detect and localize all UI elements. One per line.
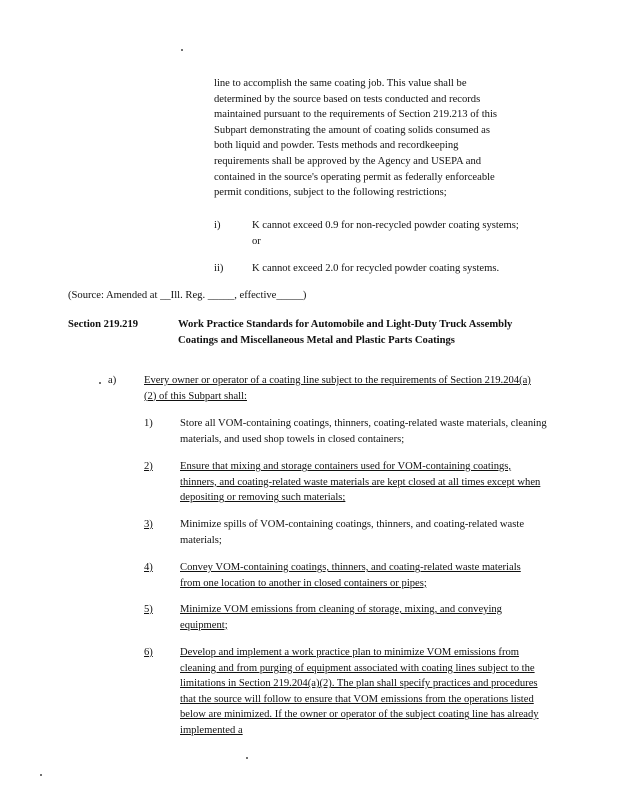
item-1-label: 1) [144, 418, 153, 429]
subsection-a-label: a) [108, 375, 117, 386]
source-line: (Source: Amended at __Ill. Reg. _____, effective_____) [68, 290, 307, 301]
section-number: Section 219.219 [68, 319, 139, 330]
item-6-label: 6) [144, 647, 153, 658]
scan-speck [99, 382, 101, 384]
item-3-label: 3) [144, 519, 153, 530]
restriction-i-label: i) [214, 220, 221, 231]
item-4-label: 4) [144, 562, 153, 573]
subsection-a-text: Every owner or operator of a coating line subject to the requirements of Section 219.204(a)(2) of this Subpart shall: [144, 375, 531, 402]
item-2-label: 2) [144, 461, 153, 472]
item-5-label: 5) [144, 604, 153, 615]
continuation-paragraph: line to accomplish the same coating job. This value shall be determined by the source based on tests conducted and records maintained pursuant to the requirements of Section 219.213 of this Subpart demonstrating the amount of coating solids consumed as both liquid and powder. Tests methods and recordkeeping requirements shall be approved by the Agency and USEPA and contained in the source's operating permit as federally enforceable permit conditions, subject to the following restrictions; [214, 78, 498, 199]
item-5-text: Minimize VOM emissions from cleaning of storage, mixing, and conveying equipment; [180, 604, 502, 631]
item-2-text: Ensure that mixing and storage containers used for VOM-containing coatings, thinners, and coating-related waste materials are kept closed at all times except when depositing or removing such materials; [180, 461, 541, 504]
restriction-ii-label: ii) [214, 263, 224, 274]
restriction-i-text: K cannot exceed 0.9 for non-recycled powder coating systems; or [252, 220, 519, 247]
item-3-text: Minimize spills of VOM-containing coatings, thinners, and coating-related waste materials; [180, 519, 525, 546]
section-title: Work Practice Standards for Automobile and Light-Duty Truck Assembly Coatings and Miscellaneous Metal and Plastic Parts Coatings [178, 319, 513, 346]
item-4-text: Convey VOM-containing coatings, thinners, and coating-related waste materials from one location to another in closed containers or pipes; [180, 562, 521, 589]
item-6-text: Develop and implement a work practice plan to minimize VOM emissions from cleaning and from purging of equipment associated with coating lines subject to the limitations in Section 219.204(a)(2). The plan shall specify practices and procedures that the source will follow to ensure that VOM emissions from the operations listed below are minimized. If the owner or operator of the subject coating line has already implemented a [180, 647, 539, 736]
scan-speck [181, 49, 183, 51]
scan-speck [40, 774, 42, 776]
item-1-text: Store all VOM-containing coatings, thinners, coating-related waste materials, cleaning materials, and used shop towels in closed containers; [180, 418, 547, 445]
restriction-ii-text: K cannot exceed 2.0 for recycled powder coating systems. [252, 263, 500, 274]
scan-speck [246, 757, 248, 759]
